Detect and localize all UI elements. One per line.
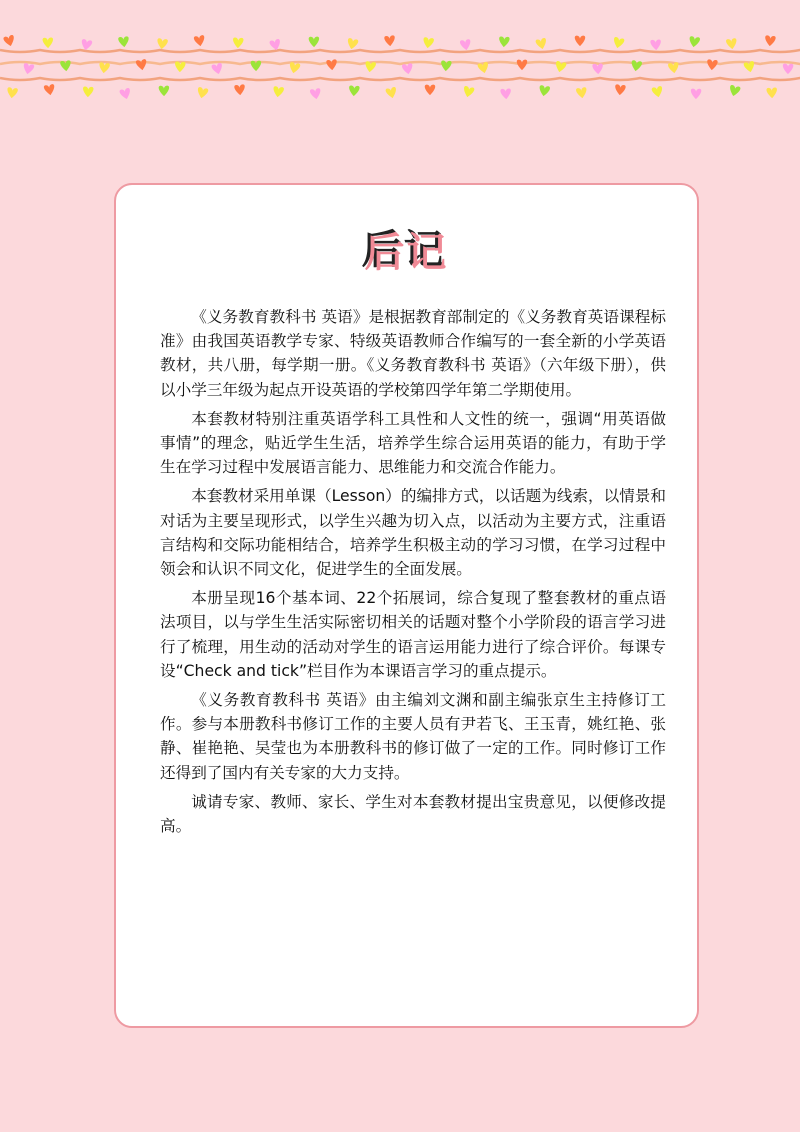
heart-icon [726, 38, 738, 50]
heart-icon [83, 86, 94, 97]
heart-icon [651, 86, 663, 98]
paragraph: 《义务教育教科书 英语》是根据教育部制定的《义务教育英语课程标准》由我国英语教学专家、特级英语教师合作编写的一套全新的小学英语教材，共八册，每学期一册。《义务教育教科书 英语》（六年级下册），供以小学三年级为起点开设英语的学校第四学年第二学期使用。 [160, 308, 666, 399]
heart-icon [460, 39, 472, 51]
heart-icon [385, 87, 398, 100]
heart-icon [196, 87, 208, 99]
heart-icon [612, 37, 625, 50]
paragraph: 诚请专家、教师、家长、学生对本套教材提出宝贵意见，以便修改提高。 [160, 792, 666, 836]
afterword-body [160, 305, 666, 843]
paragraph: 《义务教育教科书 英语》由主编刘文渊和副主编张京生主持修订工作。参与本册教科书修订工作的主要人员有尹若飞、王玉青，姚红艳、张静、崔艳艳、吴莹也为本册教科书的修订做了一定的工作。同时修订工作还得到了国内有关专家的大力支持。 [160, 691, 666, 782]
heart-icon [384, 35, 395, 46]
heart-icon [211, 63, 224, 76]
heart-icon [288, 62, 300, 74]
heart-icon [309, 37, 320, 48]
heart-icon [728, 85, 741, 98]
heart-icon [688, 36, 700, 48]
heart-icon [422, 37, 434, 49]
heart-icon [136, 59, 148, 71]
heart-icon [234, 84, 245, 95]
heart-icon [517, 60, 527, 71]
paragraph: 本套教材特别注重英语学科工具性和人文性的统一，强调“用英语做事情”的理念，贴近学生生活，培养学生综合运用英语的能力，有助于学生在学习过程中发展语言能力、思维能力和交流合作能力。 [160, 409, 666, 477]
garland-string [0, 62, 800, 64]
heart-icon [44, 84, 56, 96]
heart-icon [500, 88, 511, 99]
heart-icon [159, 86, 170, 97]
heart-icon [575, 36, 585, 47]
garland-string [0, 78, 800, 80]
heart-icon [3, 35, 16, 48]
heart-icon [766, 87, 777, 98]
heart-garland-decoration [0, 30, 800, 115]
garland-string [0, 50, 800, 52]
heart-icon [326, 59, 337, 70]
paragraph: 本套教材采用单课（Lesson）的编排方式，以话题为线索，以情景和对话为主要呈现形式，以学生兴趣为切入点，以活动为主要方式，注重语言结构和交际功能相结合，培养学生积极主动的学习习惯，在学习过程中领会和认识不同文化，促进学生的全面发展。 [160, 487, 666, 579]
page-title: 后记 [364, 229, 449, 276]
heart-icon [592, 63, 603, 74]
heart-icon [43, 37, 54, 48]
heart-icon [272, 86, 284, 98]
heart-icon [576, 87, 588, 99]
heart-icon [194, 35, 206, 47]
heart-icon [630, 60, 642, 72]
heart-icon [156, 38, 168, 50]
heart-icon [535, 38, 548, 51]
heart-icon [402, 63, 414, 75]
heart-icon [615, 84, 626, 95]
heart-icon [425, 85, 435, 96]
heart-icon [462, 86, 475, 99]
heart-icon [349, 85, 360, 96]
heart-icon [650, 39, 661, 50]
heart-icon [538, 85, 550, 97]
heart-icon [118, 36, 129, 48]
heart-icon [6, 87, 18, 99]
heart-icon [233, 37, 244, 48]
afterword-card [114, 183, 699, 1028]
heart-icon [499, 36, 510, 47]
heart-icon [765, 35, 776, 46]
heart-icon [98, 62, 110, 74]
paragraph: 本册呈现16个基本词、22个拓展词，综合复现了整套教材的重点语法项目，以与学生生活实际密切相关的话题对整个小学阶段的语言学习进行了梳理，用生动的活动对学生的语言运用能力进行了综合评价。每课专设“Check and tick”栏目作为本课语言学习的重点提示。 [160, 589, 666, 680]
heart-icon [783, 64, 794, 75]
heart-icon [691, 89, 702, 100]
heart-icon [346, 38, 358, 50]
heart-icon [119, 88, 132, 101]
heart-icon [22, 63, 34, 75]
heart-icon [707, 59, 718, 70]
heart-icon [310, 88, 322, 100]
